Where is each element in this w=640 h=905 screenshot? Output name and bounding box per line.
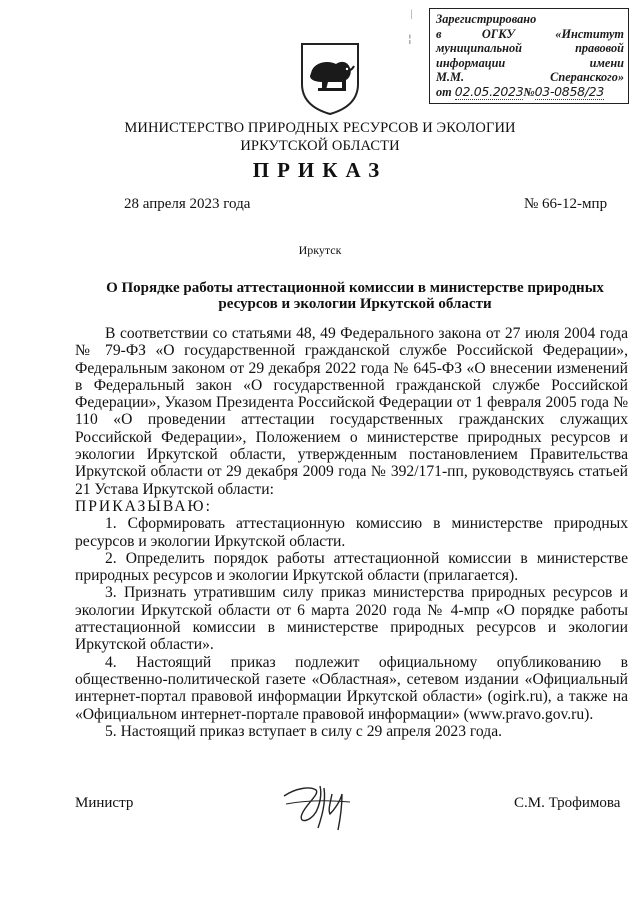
coat-of-arms-emblem <box>298 40 362 116</box>
registration-stamp <box>429 8 629 104</box>
order-number: № 66-12-мпр <box>524 196 608 212</box>
margin-mark: ᛁ <box>408 8 415 21</box>
stamp-line: М.М. Сперанского» <box>436 70 624 84</box>
order-item-5: 5. Настоящий приказ вступает в силу с 29 апреля 2023 года. <box>105 722 503 740</box>
order-item-3: 3. Признать утратившим силу приказ министерства природных ресурсов и экологии Иркутской области от 6 марта 2020 года № 4-мпр «О порядке работы аттестационной комиссии в министерстве природных ресурсов и экологии Иркутской области». <box>75 584 628 654</box>
ministry-name-line1: МИНИСТЕРСТВО ПРИРОДНЫХ РЕСУРСОВ И ЭКОЛОГИИ <box>124 120 516 136</box>
handwritten-signature <box>276 774 376 834</box>
margin-mark: ¦ <box>408 32 412 45</box>
order-title-line2: ресурсов и экологии Иркутской области <box>218 296 492 312</box>
stamp-handwritten-date: 02.05.2023 <box>454 83 524 99</box>
order-word: ПРИКАЗЫВАЮ: <box>75 497 212 515</box>
stamp-line: информации имени <box>436 55 624 70</box>
stamp-line: в ОГКУ «Институт <box>436 26 624 41</box>
order-title <box>90 280 620 312</box>
signatory-name: С.М. Трофимова <box>514 795 621 811</box>
stamp-registration-line <box>436 85 624 100</box>
order-title-line1: О Порядке работы аттестационной комиссии в министерстве природных <box>106 280 604 296</box>
ministry-header <box>0 119 640 155</box>
stamp-line: муниципальной правовой <box>436 41 624 55</box>
order-item-4: 4. Настоящий приказ подлежит официальному опубликованию в общественно-политической газете «Областная», сетевом издании «Официальный интернет-портал правовой информации Иркутской области» (ogirk.ru), а также на «Официальном интернет-портале правовой информации» (www.pravo.gov.ru). <box>75 653 628 723</box>
order-date: 28 апреля 2023 года <box>124 196 251 212</box>
stamp-handwritten-number: 03-0858/23 <box>534 83 604 99</box>
order-body <box>75 325 628 740</box>
preamble-paragraph: В соответствии со статьями 48, 49 Федерального закона от 27 июля 2004 года № 79-ФЗ «О государственной гражданской службе Российской Федерации», Федеральным законом от 29 декабря 2022 года № 645-ФЗ «О внесении изменений в Федеральный закон «О государственной гражданской службе Российской Федерации», Указом Президента Российской Федерации от 1 февраля 2005 года № 110 «О проведении аттестации государственных гражданских служащих Российской Федерации», Положением о министерстве природных ресурсов и экологии Иркутской области, утвержденным постановлением Правительства Иркутской области от 29 декабря 2009 года № 392/171-пп, руководствуясь статьей 21 Устава Иркутской области: <box>75 325 628 498</box>
stamp-number-label: № <box>523 84 535 99</box>
city-name: Иркутск <box>298 243 342 257</box>
document-type-heading: ПРИКАЗ <box>252 158 388 182</box>
stamp-line: Зарегистрировано <box>436 12 537 26</box>
signatory-position: Министр <box>75 795 134 811</box>
order-item-1: 1. Сформировать аттестационную комиссию в министерстве природных ресурсов и экологии Иркутской области. <box>75 515 628 550</box>
stamp-from-label: от <box>436 84 452 99</box>
order-item-2: 2. Определить порядок работы аттестационной комиссии в министерстве природных ресурсов и экологии Иркутской области (прилагается). <box>75 549 628 585</box>
ministry-name-line2: ИРКУТСКОЙ ОБЛАСТИ <box>240 138 400 154</box>
